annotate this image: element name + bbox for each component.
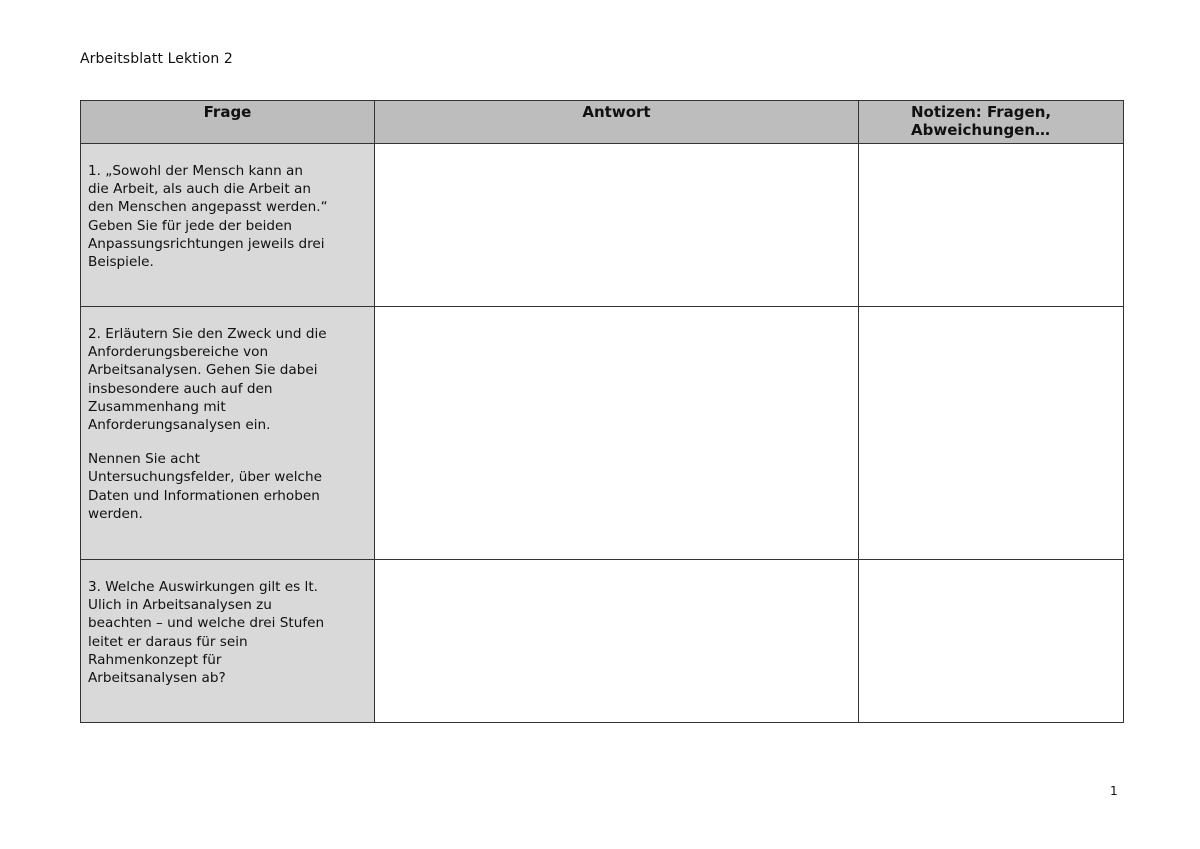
table-row xyxy=(81,144,1124,307)
table-row xyxy=(81,307,1124,560)
page-number: 1 xyxy=(1110,784,1118,798)
header-notizen-label: Notizen: Fragen, Abweichungen… xyxy=(911,103,1052,139)
answer-cell[interactable] xyxy=(375,560,859,723)
question-text: 2. Erläutern Sie den Zweck und die Anforderungsbereiche von Arbeitsanalysen. Gehen Sie dabei insbesondere auch auf den Zusammenhang mit Anforderungsanalysen ein. xyxy=(88,326,327,434)
question-text: Nennen Sie acht Untersuchungsfelder, über welche Daten und Informationen erhoben werden. xyxy=(88,451,322,522)
notes-cell[interactable] xyxy=(859,144,1124,307)
answer-cell[interactable] xyxy=(375,307,859,560)
notes-cell[interactable] xyxy=(859,307,1124,560)
header-row xyxy=(81,101,1124,144)
question-cell xyxy=(81,560,375,723)
worksheet-table xyxy=(80,100,1124,723)
header-notizen xyxy=(859,101,1124,144)
header-frage: Frage xyxy=(81,101,375,144)
page-title: Arbeitsblatt Lektion 2 xyxy=(80,51,233,67)
header-antwort: Antwort xyxy=(375,101,859,144)
question-cell xyxy=(81,307,375,560)
question-cell xyxy=(81,144,375,307)
notes-cell[interactable] xyxy=(859,560,1124,723)
question-text: 1. „Sowohl der Mensch kann an die Arbeit, als auch die Arbeit an den Menschen angepasst werden.“ Geben Sie für jede der beiden Anpassungsrichtungen jeweils drei Beispiele. xyxy=(88,163,328,271)
table-row xyxy=(81,560,1124,723)
question-text: 3. Welche Auswirkungen gilt es lt. Ulich in Arbeitsanalysen zu beachten – und welche drei Stufen leitet er daraus für sein Rahmenkonzept für Arbeitsanalysen ab? xyxy=(88,579,325,687)
answer-cell[interactable] xyxy=(375,144,859,307)
